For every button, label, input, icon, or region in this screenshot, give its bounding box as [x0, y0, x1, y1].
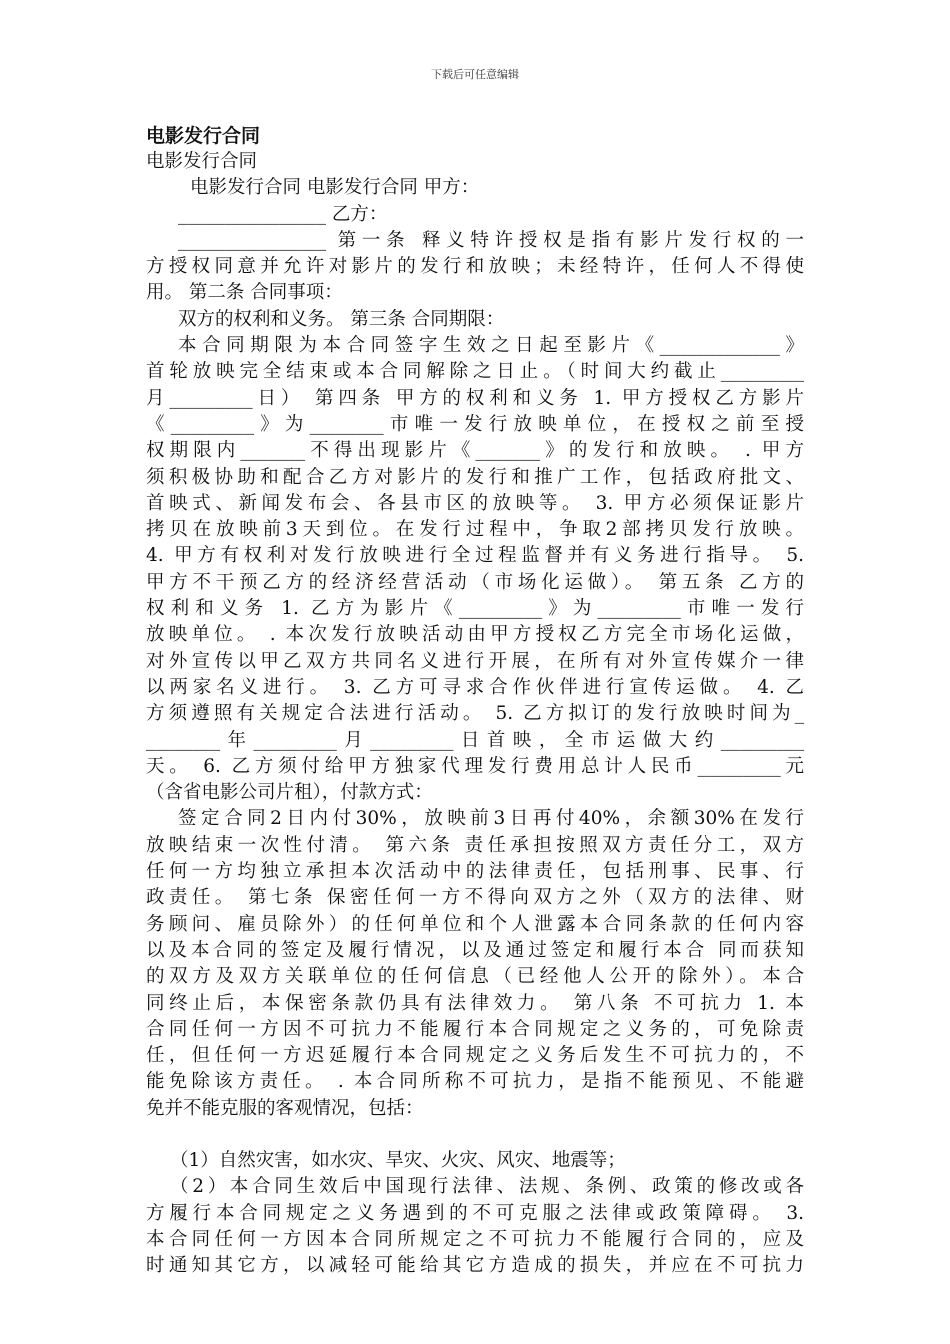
text-line: 甲方不干预乙方的经济经营活动（市场化运做）。 第五条 乙方的: [146, 571, 804, 593]
text-line: 本合同任何一方因本合同所规定之不可抗力不能履行合同的，应及: [146, 1228, 804, 1250]
text-line: 方须遵照有关规定合法进行活动。 5. 乙方拟订的发行放映时间为_: [146, 703, 804, 725]
text-line: 放映单位。 . 本次发行放映活动由甲方授权乙方完全市场化运做，: [146, 624, 804, 646]
text-line: 同终止后，本保密条款仍具有法律效力。 第八条 不可抗力 1. 本: [146, 992, 804, 1014]
text-line: 免并不能克服的客观情况，包括：: [146, 1097, 424, 1119]
text-line: 本合同期限为本合同签字生效之日起至影片《_____________》: [178, 335, 804, 357]
text-line: 首映式、新闻发布会、各县市区的放映等。 3. 甲方必须保证影片: [146, 492, 804, 514]
text-line: 双方的权利和义务。 第三条 合同期限：: [178, 308, 505, 330]
text-line: 能免除该方责任。 . 本合同所称不可抗力，是指不能预见、不能避: [146, 1071, 804, 1093]
text-line: 天。 6. 乙方须付给甲方独家代理发行费用总计人民币_________元: [146, 755, 804, 777]
text-line: 《_________》为________市唯一发行放映单位，在授权之前至授: [146, 413, 804, 435]
text-line: 拷贝在放映前3天到位。在发行过程中，争取2部拷贝发行放映。: [146, 519, 804, 541]
document-body: [146, 123, 804, 1279]
text-line: 4. 甲方有权利对发行放映进行全过程监督并有义务进行指导。 5.: [146, 545, 804, 567]
text-line: 放映结束一次性付清。 第六条 责任承担按照双方责任分工，双方: [146, 834, 804, 856]
text-line: 方授权同意并允许对影片的发行和放映；未经特许，任何人不得使: [146, 256, 804, 278]
text-line: ________年_________月_________日首映，全市运做大约_________: [146, 729, 804, 751]
text-line: 权利和义务 1. 乙方为影片《_________》为_________市唯一发行: [146, 598, 804, 620]
text-line: （含省电影公司片租），付款方式：: [146, 782, 433, 804]
contract-text-top: [146, 149, 804, 1122]
text-line: 政责任。 第七条 保密任何一方不得向双方之外（双方的法律、财: [146, 887, 804, 909]
text-line: 任，但任何一方迟延履行本合同规定之义务后发生不可抗力的，不: [146, 1045, 804, 1067]
text-line: 以两家名义进行。 3. 乙方可寻求合作伙伴进行宣传运做。 4. 乙: [146, 676, 804, 698]
text-line: 对外宣传以甲乙双方共同名义进行开展，在所有对外宣传媒介一律: [146, 650, 804, 672]
text-line: （1）自然灾害，如水灾、旱灾、火灾、风灾、地震等；: [170, 1149, 626, 1171]
paragraph-gap: [146, 1122, 804, 1148]
header-watermark: 下载后可任意编辑: [431, 68, 519, 81]
text-line: 以及本合同的签定及履行情况，以及通过签定和履行本合 同而获知: [146, 939, 804, 961]
text-line: 须积极协助和配合乙方对影片的发行和推广工作，包括政府批文、: [146, 466, 804, 488]
document-title: 电影发行合同: [146, 125, 261, 147]
contract-text-bottom: [146, 1148, 804, 1279]
text-line: 首轮放映完全结束或本合同解除之日止。（时间大约截止_________: [146, 361, 804, 383]
text-line: 务顾问、雇员除外）的任何单位和个人泄露本合同条款的任何内容: [146, 913, 804, 935]
text-line: 任何一方均独立承担本次活动中的法律责任，包括刑事、民事、行: [146, 861, 804, 883]
text-line: 方履行本合同规定之义务遇到的不可克服之法律或政策障碍。 3.: [146, 1202, 804, 1224]
text-line: 合同任何一方因不可抗力不能履行本合同规定之义务的，可免除责: [146, 1018, 804, 1040]
text-line: ________________ 第一条 释义特许授权是指有影片发行权的一: [178, 229, 804, 251]
text-line: 签定合同2日内付30%，放映前3日再付40%，余额30%在发行: [178, 808, 804, 830]
text-line: （2）本合同生效后中国现行法律、法规、条例、政策的修改或各: [170, 1176, 804, 1198]
text-line: 时通知其它方，以减轻可能给其它方造成的损失，并应在不可抗力: [146, 1255, 804, 1277]
text-line: ________________ 乙方：: [178, 203, 388, 225]
text-line: 电影发行合同 电影发行合同 甲方：: [190, 177, 480, 199]
text-line: 月_________日） 第四条 甲方的权利和义务 1. 甲方授权乙方影片: [146, 387, 804, 409]
text-line: 用。 第二条 合同事项：: [146, 282, 343, 304]
text-line: 权期限内_______不得出现影片《_______》的发行和放映。 . 甲方: [146, 440, 804, 462]
text-line: 电影发行合同: [146, 151, 258, 172]
text-line: 的双方及双方关联单位的任何信息（已经他人公开的除外）。本合: [146, 966, 804, 988]
